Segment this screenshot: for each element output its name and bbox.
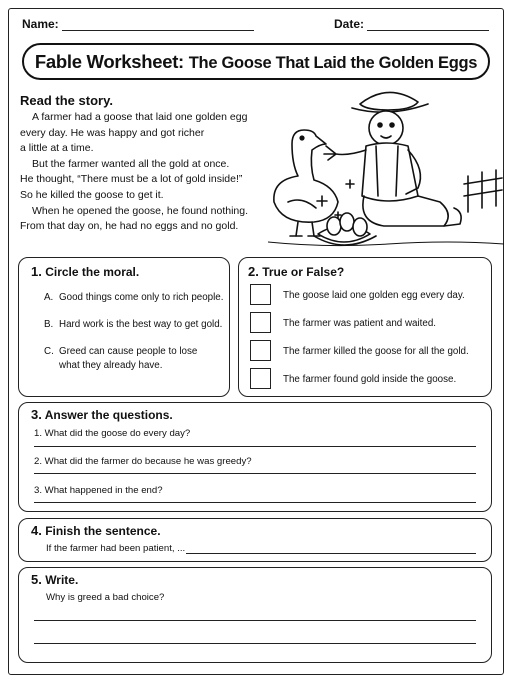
question-3: 3. What happened in the end? <box>34 485 163 496</box>
title-main: The Goose That Laid the Golden Eggs <box>188 53 478 72</box>
answer-line-3[interactable] <box>34 502 476 503</box>
story-line: He thought, “There must be a lot of gold inside!” <box>20 173 243 186</box>
option-text: Good things come only to rich people. <box>59 292 224 303</box>
section-number: 1. <box>31 264 42 279</box>
section-number: 3. <box>31 407 42 422</box>
date-label: Date: <box>334 17 365 31</box>
tf-statement-1: The goose laid one golden egg every day. <box>283 290 465 301</box>
story-line: So he killed the goose to get it. <box>20 188 164 201</box>
question-2: 2. What did the farmer do because he was greedy? <box>34 456 252 467</box>
section-title: True or False? <box>262 265 345 279</box>
answer-line-2[interactable] <box>34 473 476 474</box>
option-text: Greed can cause people to lose <box>59 346 198 357</box>
story-line: every day. He was happy and got richer <box>20 126 205 139</box>
tf-checkbox-3[interactable] <box>250 340 271 361</box>
question-1: 1. What did the goose do every day? <box>34 428 191 439</box>
section-write <box>18 567 492 663</box>
section-title: Circle the moral. <box>45 265 140 279</box>
farmer-goose-illustration <box>268 84 504 254</box>
section-1-heading <box>31 264 139 279</box>
name-field[interactable] <box>62 30 254 31</box>
option-letter: B. <box>44 319 54 330</box>
section-title: Finish the sentence. <box>45 524 161 538</box>
section-title: Answer the questions. <box>44 408 173 422</box>
section-title: Write. <box>45 573 79 587</box>
moral-option-b[interactable] <box>44 318 222 332</box>
title-prefix: Fable Worksheet: <box>34 50 184 72</box>
answer-line-1[interactable] <box>34 446 476 447</box>
fence-icon <box>464 170 502 212</box>
story-line: From that day on, he had no eggs and no gold. <box>20 220 239 233</box>
story-text <box>20 110 280 235</box>
tf-statement-4: The farmer found gold inside the goose. <box>283 374 457 385</box>
name-label: Name: <box>22 17 59 31</box>
story-line: When he opened the goose, he found nothing. <box>32 204 249 217</box>
section-4-heading <box>31 523 161 538</box>
moral-option-c[interactable] <box>44 345 197 373</box>
write-prompt: Why is greed a bad choice? <box>46 592 165 603</box>
date-field[interactable] <box>367 30 489 31</box>
tf-checkbox-2[interactable] <box>250 312 271 333</box>
tf-statement-2: The farmer was patient and waited. <box>283 318 437 329</box>
section-number: 5. <box>31 572 42 587</box>
option-text: Hard work is the best way to get gold. <box>59 319 223 330</box>
story-line: But the farmer wanted all the gold at once. <box>32 157 230 170</box>
story-line: a little at a time. <box>20 142 94 155</box>
moral-option-a[interactable] <box>44 291 223 305</box>
option-letter: A. <box>44 292 54 303</box>
tf-statement-3: The farmer killed the goose for all the gold. <box>283 346 469 357</box>
title-banner <box>22 43 490 80</box>
write-line-1[interactable] <box>34 620 476 621</box>
section-number: 2. <box>248 264 259 279</box>
story-heading: Read the story. <box>20 93 113 108</box>
story-line: A farmer had a goose that laid one golden egg <box>32 111 248 123</box>
section-3-heading <box>31 407 173 422</box>
farmer-figure <box>324 92 461 226</box>
sentence-answer-line[interactable] <box>186 553 476 554</box>
option-letter: C. <box>44 346 54 357</box>
section-2-heading <box>248 264 344 279</box>
tf-checkbox-4[interactable] <box>250 368 271 389</box>
sentence-prompt: If the farmer had been patient, ... <box>46 543 186 554</box>
write-line-2[interactable] <box>34 643 476 644</box>
option-text-continued: what they already have. <box>59 360 163 371</box>
page-title <box>35 51 477 73</box>
section-number: 4. <box>31 523 42 538</box>
section-5-heading <box>31 572 78 587</box>
tf-checkbox-1[interactable] <box>250 284 271 305</box>
